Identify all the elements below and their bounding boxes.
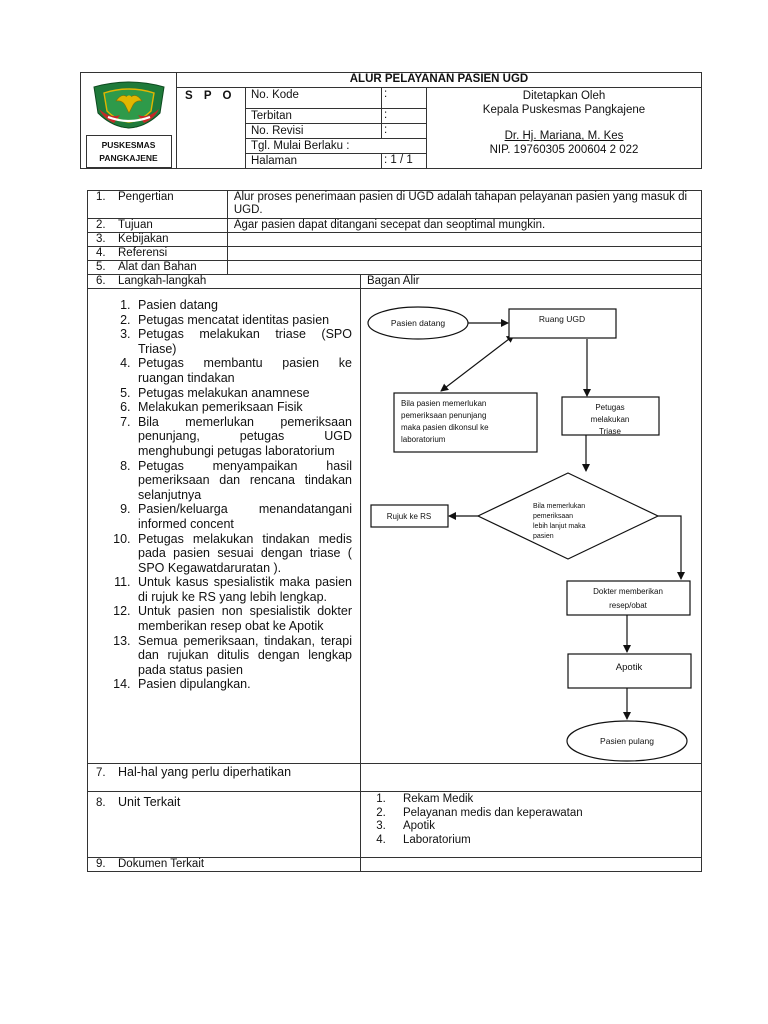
- node-decision-line: pemeriksaan: [532, 513, 574, 520]
- steps-cell: [88, 289, 361, 764]
- node-triase-line: Petugas: [595, 403, 625, 412]
- flowchart-cell: [360, 289, 701, 764]
- ditetapkan-oleh: Ditetapkan Oleh: [522, 90, 606, 102]
- row-number: 8.: [96, 797, 106, 809]
- row-number: 5.: [96, 261, 106, 273]
- node-ruang-ugd-label: Ruang UGD: [538, 314, 586, 324]
- spo-header-table: [80, 72, 702, 169]
- row-tujuan-label: [88, 219, 228, 233]
- row-kebijakan-value: [227, 233, 701, 247]
- row-label: Dokumen Terkait: [118, 858, 205, 870]
- row-number: 4.: [96, 247, 106, 259]
- node-lab-line: laboratorium: [400, 435, 446, 444]
- node-apotik-label: Apotik: [615, 662, 643, 673]
- node-lab-line: pemeriksaan penunjang: [400, 411, 487, 420]
- row-hal-label: [88, 764, 361, 792]
- unit-terkait-cell: [360, 792, 701, 858]
- node-pasien-pulang-label: Pasien pulang: [600, 736, 654, 746]
- signer-name: Dr. Hj. Mariana, M. Kes: [504, 130, 624, 142]
- field-label-tgl-mulai: Tgl. Mulai Berlaku :: [246, 139, 427, 154]
- row-number: 7.: [96, 767, 106, 779]
- step-item: 14. Pasien dipulangkan.: [134, 677, 352, 692]
- row-number: 1.: [96, 191, 106, 203]
- unit-item: 4. Laboratorium: [389, 834, 701, 848]
- field-value-no-revisi: :: [382, 124, 427, 139]
- node-decision-line: pasien: [532, 533, 554, 540]
- step-item: 1. Pasien datang: [134, 298, 352, 313]
- logo-cell: [81, 73, 177, 169]
- row-label: Referensi: [118, 247, 168, 259]
- row-referensi-label: [88, 247, 228, 261]
- row-number: 2.: [96, 219, 106, 231]
- node-triase-line: Triase: [599, 427, 621, 436]
- row-alat-value: [227, 261, 701, 275]
- puskesmas-logo: [90, 79, 168, 129]
- field-label-no-kode: No. Kode: [246, 88, 382, 109]
- steps-list: [88, 289, 360, 692]
- logo-label-line2: PANGKAJENE: [99, 153, 158, 163]
- row-kebijakan-label: [88, 233, 228, 247]
- unit-item: 2. Pelayanan medis dan keperawatan: [389, 807, 701, 821]
- kepala-puskesmas: Kepala Puskesmas Pangkajene: [482, 104, 646, 116]
- node-rujuk-rs-label: Rujuk ke RS: [386, 512, 432, 521]
- node-pasien-datang-label: Pasien datang: [390, 318, 446, 328]
- step-item: 6. Melakukan pemeriksaan Fisik: [134, 400, 352, 415]
- arrow-decision-to-dokter: [658, 516, 681, 579]
- row-referensi-value: [227, 247, 701, 261]
- row-hal-value: [360, 764, 701, 792]
- spo-label: S P O: [177, 88, 246, 169]
- arrow-ruang-lab: [441, 339, 509, 391]
- step-item: 11. Untuk kasus spesialistik maka pasien di rujuk ke RS yang lebih lengkap.: [134, 575, 352, 604]
- row-dokumen-value: [360, 858, 701, 872]
- row-label: Tujuan: [118, 219, 153, 231]
- signer-nip: NIP. 19760305 200604 2 022: [489, 144, 639, 156]
- step-item: 7. Bila memerlukan pemeriksaan penunjang, petugas UGD menghubungi petugas laboratorium: [134, 415, 352, 459]
- node-lab-line: maka pasien dikonsul ke: [400, 423, 489, 432]
- row-tujuan-value: Agar pasien dapat ditangani secepat dan seoptimal mungkin.: [227, 219, 701, 233]
- bagan-alir-label: Bagan Alir: [360, 275, 701, 289]
- flowchart: [361, 289, 701, 763]
- field-label-terbitan: Terbitan: [246, 109, 382, 124]
- field-value-halaman: : 1 / 1: [382, 154, 427, 169]
- unit-terkait-list: [361, 792, 701, 847]
- node-decision-line: Bila memerlukan: [532, 503, 586, 510]
- step-item: 13. Semua pemeriksaan, tindakan, terapi dan rujukan ditulis dengan lengkap pada status pasien: [134, 634, 352, 678]
- row-label: Alat dan Bahan: [118, 261, 197, 273]
- field-value-terbitan: :: [382, 109, 427, 124]
- step-item: 3. Petugas melakukan triase (SPO Triase): [134, 327, 352, 356]
- row-unit-label: [88, 792, 361, 858]
- row-label: Kebijakan: [118, 233, 169, 245]
- row-number: 3.: [96, 233, 106, 245]
- node-dokter-line: resep/obat: [609, 601, 647, 610]
- field-label-halaman: Halaman: [246, 154, 382, 169]
- node-decision-line: lebih lanjut maka: [532, 523, 586, 530]
- field-value-no-kode: :: [382, 88, 427, 109]
- approval-cell: [427, 88, 702, 169]
- row-pengertian-label: [88, 191, 228, 219]
- step-item: 9. Pasien/keluarga menandatangani informed concent: [134, 502, 352, 531]
- document-title: ALUR PELAYANAN PASIEN UGD: [177, 73, 702, 88]
- step-item: 8. Petugas menyampaikan hasil pemeriksaan dan rencana tindakan selanjutnya: [134, 459, 352, 503]
- row-pengertian-value: Alur proses penerimaan pasien di UGD adalah tahapan pelayanan pasien yang masuk di UGD.: [227, 191, 701, 219]
- row-label: Pengertian: [118, 191, 174, 203]
- spo-content-table: [87, 190, 702, 872]
- row-label: Hal-hal yang perlu diperhatikan: [118, 765, 292, 779]
- row-number: 6.: [96, 275, 106, 287]
- step-item: 5. Petugas melakukan anamnese: [134, 386, 352, 401]
- unit-item: 3. Apotik: [389, 820, 701, 834]
- field-label-no-revisi: No. Revisi: [246, 124, 382, 139]
- node-lab-line: Bila pasien memerlukan: [400, 399, 487, 408]
- row-langkah-label: [88, 275, 361, 289]
- unit-item: 1. Rekam Medik: [389, 793, 701, 807]
- row-label: Langkah-langkah: [118, 275, 207, 287]
- logo-center-dot: [126, 95, 131, 100]
- node-dokter-line: Dokter memberikan: [593, 587, 663, 596]
- step-item: 2. Petugas mencatat identitas pasien: [134, 313, 352, 328]
- step-item: 4. Petugas membantu pasien ke ruangan tindakan: [134, 356, 352, 385]
- row-label: Unit Terkait: [118, 795, 181, 809]
- row-dokumen-label: [88, 858, 361, 872]
- puskesmas-label-box: [86, 135, 172, 168]
- step-item: 10. Petugas melakukan tindakan medis pada pasien sesuai dengan triase ( SPO Kegawatdaruratan ).: [134, 532, 352, 576]
- logo-label-line1: PUSKESMAS: [101, 140, 156, 150]
- node-triase-line: melakukan: [590, 415, 630, 424]
- row-alat-label: [88, 261, 228, 275]
- row-number: 9.: [96, 858, 106, 870]
- step-item: 12. Untuk pasien non spesialistik dokter memberikan resep obat ke Apotik: [134, 604, 352, 633]
